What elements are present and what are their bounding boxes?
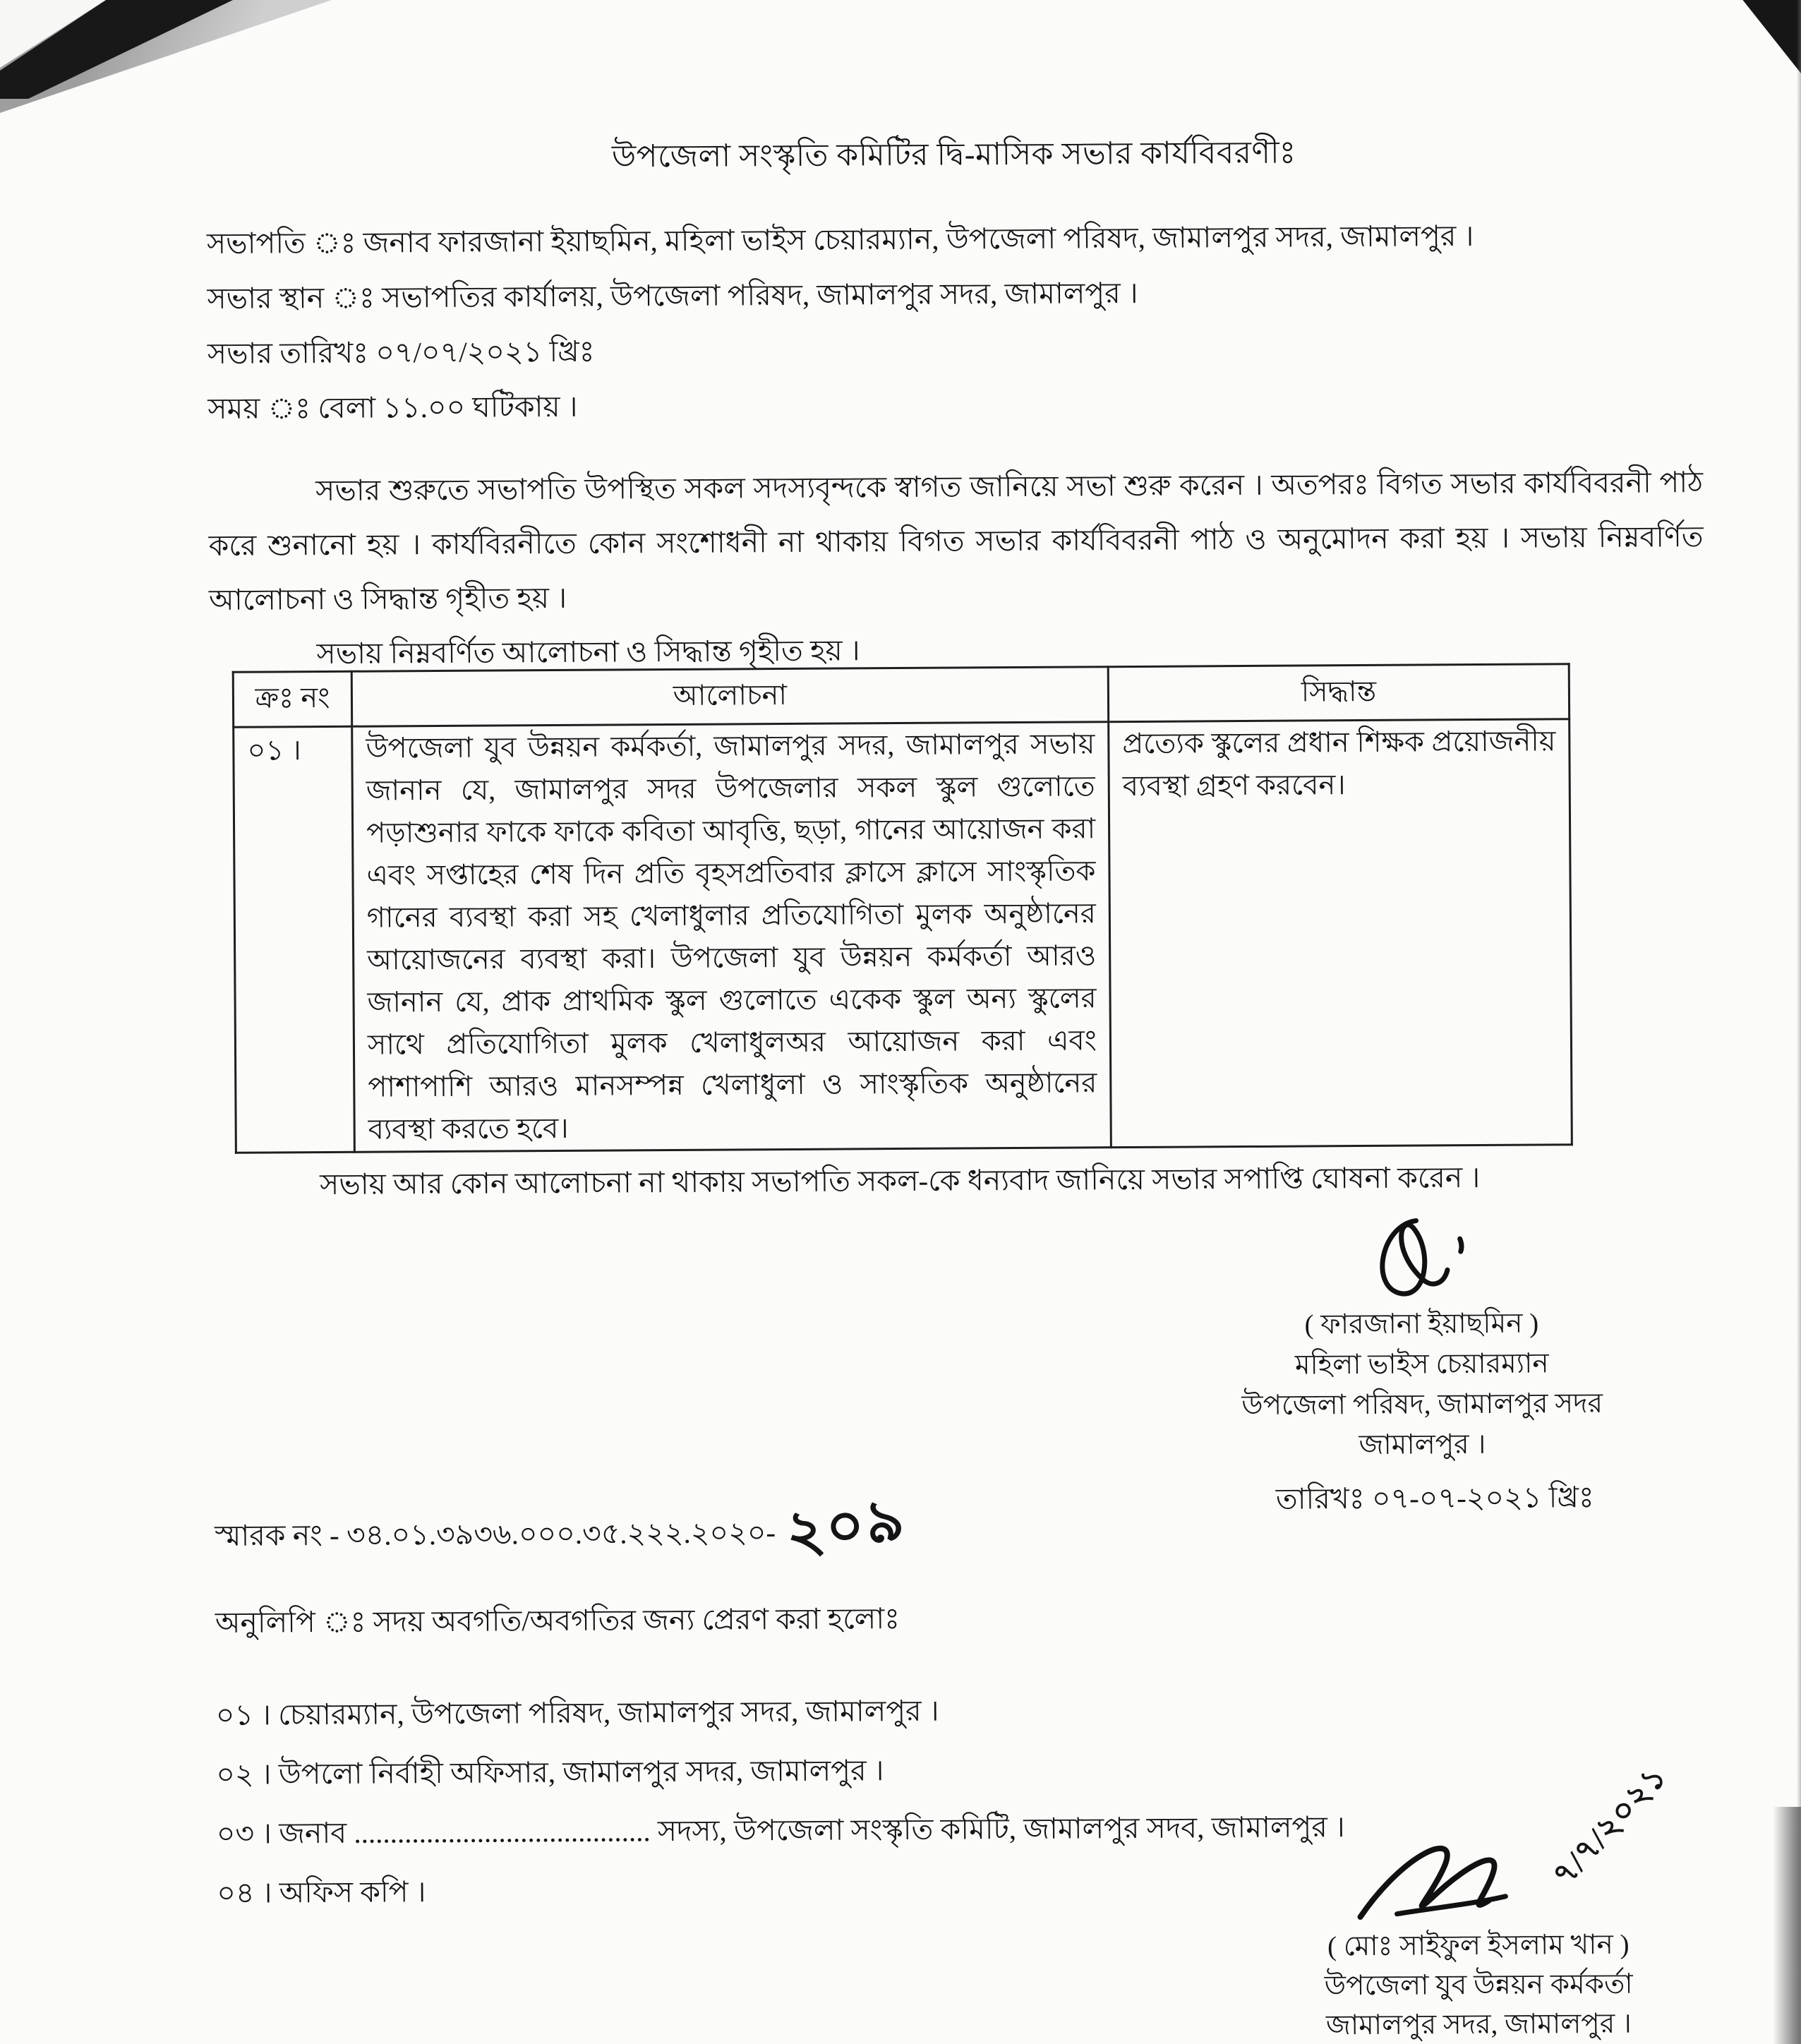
intro-section [208,455,1704,682]
minutes-table [232,663,1573,1154]
signature1-name: ( ফারজানা ইয়াছমিন ) [1304,1308,1539,1340]
table-header-row [233,664,1569,728]
list-item: ০২ । উপলো নির্বাহী অফিসার, জামালপুর সদর, জামালপুর । [216,1754,884,1791]
signature1-designation: মহিলা ভাইস চেয়ারম্যান [1294,1348,1549,1381]
distribution-heading: অনুলিপি ঃ সদয় অবগতি/অবগতির জন্য প্রেরণ করা হলোঃ [215,1602,900,1639]
meta-chairperson: সভাপতি ঃ জনাব ফারজানা ইয়াছমিন, মহিলা ভাইস চেয়ারম্যান, উপজেলা পরিষদ, জামালপুর সদর, জামালপুর । [206,220,1474,260]
memo-date: তারিখঃ ০৭-০৭-২০২১ খ্রিঃ [1275,1481,1594,1515]
meeting-meta-block [207,208,1475,436]
officer-signature-date-handwritten: ৭/৭/২০২১ [1545,1757,1674,1894]
signature1-office: উপজেলা পরিষদ, জামালপুর সদর [1241,1388,1603,1421]
memo-number-line [215,1475,910,1579]
signature-block-chairperson [1145,1213,1697,1467]
signature2-name: ( মোঃ সাইফুল ইসলাম খান ) [1327,1929,1630,1962]
header-serial: ক্রঃ নং [233,671,351,727]
memo-number-label: স্মারক নং - ৩৪.০১.৩৯৩৬.০০০.৩৫.২২২.২০২০- [215,1516,776,1552]
signature2-office: জামালপুর সদর, জামালপুর । [1325,2008,1632,2041]
cell-serial: ০১ । [234,726,355,1153]
meta-time: সময় ঃ বেলা ১১.০০ ঘটিকায় । [207,390,578,425]
list-item: ০১ । চেয়ারম্যান, উপজেলা পরিষদ, জামালপুর সদর, জামালপুর । [215,1694,939,1731]
intro-repeat-line: সভায় নিম্নবর্ণিত আলোচনা ও সিদ্ধান্ত গৃহীত হয় । [316,634,860,671]
signature2-designation: উপজেলা যুব উন্নয়ন কর্মকর্তা [1324,1968,1633,2002]
list-item: ০৪ । অফিস কপি । [217,1875,426,1909]
closing-paragraph: সভায় আর কোন আলোচনা না থাকায় সভাপতি সকল-কে ধন্যবাদ জানিয়ে সভার সপাপ্তি ঘোষনা করেন । [320,1160,1481,1201]
signature1-district: জামালপুর । [1359,1429,1486,1461]
memo-number-handwritten: ২০৯ [782,1486,910,1567]
list-item: ০৩ । জনাব ......................................... সদস্য, উপজেলা সংস্কৃতি কমিটি, জামালপুর সদব, জামালপুর । [216,1810,1345,1850]
chairperson-signature-icon [1354,1215,1488,1300]
distribution-list [215,1678,1345,1923]
header-decision: সিদ্ধান্ত [1108,664,1569,722]
meta-venue: সভার স্থান ঃ সভাপতির কার্যালয়, উপজেলা পরিষদ, জামালপুর সদর, জামালপুর । [207,276,1138,315]
header-discussion: আলোচনা [351,667,1108,727]
intro-paragraph: সভার শুরুতে সভাপতি উপস্থিত সকল সদস্যবৃন্দকে স্বাগত জানিয়ে সভা শুরু করেন । অতপরঃ বিগত সভার কার্যবিবরনী পাঠ করে শুনানো হয় । কার্যবিরনীতে কোন সংশোধনী না থাকায় বিগত সভার কার্যবিবরনী পাঠ ও অনুমোদন করা হয় । সভায় নিম্নবর্ণিত আলোচনা ও সিদ্ধান্ত গৃহীত হয় । [208,466,1704,616]
table-row [234,719,1572,1153]
signature-block-youth-officer [1206,1757,1751,2044]
page-title: উপজেলা সংস্কৃতি কমিটির দ্বি-মাসিক সভার কার্যবিবরণীঃ [611,135,1296,174]
cell-discussion: উপজেলা যুব উন্নয়ন কর্মকর্তা, জামালপুর সদর, জামালপুর সভায় জানান যে, জামালপুর সদর উপজেলার সকল স্কুল গুলোতে পড়াশুনার ফাকে ফাকে কবিতা আবৃত্তি, ছড়া, গানের আয়োজন করা এবং সপ্তাহের শেষ দিন প্রতি বৃহসপ্রতিবার ক্লাসে ক্লাসে সাংস্কৃতিক গানের ব্যবস্থা করা সহ খেলাধুলার প্রতিযোগিতা মুলক অনুষ্ঠানের আয়োজনের ব্যবস্থা করা। উপজেলা যুব উন্নয়ন কর্মকর্তা আরও জানান যে, প্রাক প্রাথমিক স্কুল গুলোতে একেক স্কুল অন্য স্কুলের সাথে প্রতিযোগিতা মুলক খেলাধুলঅর আয়োজন করা এবং পাশাপাশি আরও মানসম্পন্ন খেলাধুলা ও সাংস্কৃতিক অনুষ্ঠানের ব্যবস্থা করতে হবে। [352,722,1112,1153]
cell-decision: প্রত্যেক স্কুলের প্রধান শিক্ষক প্রয়োজনীয় ব্যবস্থা গ্রহণ করবেন। [1109,719,1572,1148]
meta-date: সভার তারিখঃ ০৭/০৭/২০২১ খ্রিঃ [207,335,595,370]
